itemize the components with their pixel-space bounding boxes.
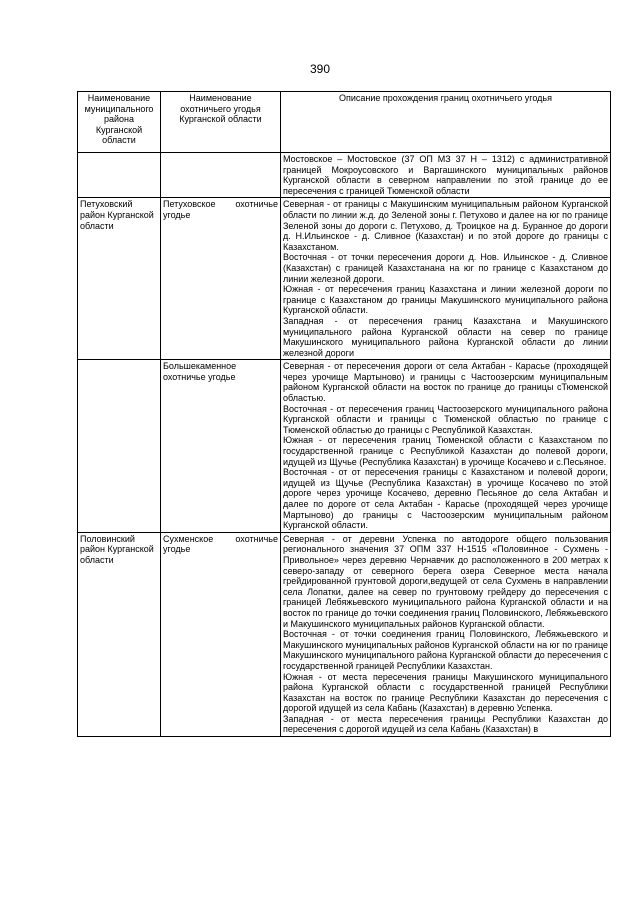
ground-cell: Сухменское охотничье угодье: [161, 532, 281, 736]
description-paragraph: Северная - от пересечения дороги от села Актабан - Карасье (проходящей через урочище Мартыново) и границы с Частоозерским муниципальным районом Курганской области на восток по границе до границы сТюменской областью.: [283, 361, 608, 404]
description-cell: [281, 360, 611, 533]
header-description: Описание прохождения границ охотничьего угодья: [281, 92, 611, 153]
table-row: [78, 153, 611, 198]
description-cell: [281, 532, 611, 736]
table-row: [78, 360, 611, 533]
description-paragraph: Восточная - от пересечения границ Частоозерского муниципального района Курганской области и границы с Тюменской областью по границе с Тюменской областью до границы с Республикой Казахстан.: [283, 403, 608, 435]
table-row: [78, 198, 611, 360]
description-paragraph: Северная - от деревни Успенка по автодороге общего пользования регионального значения 37 ОПМ 337 Н-1515 «Половинное - Сухмень - Привольное» через деревню Чернавчик до расположенного в 200 метрах к северо-западу от северного берега озера Северное места начала грейдированной грунтовой дороги,ведущей от села Сухмень в направлении села Лопатки, далее на север по грунтовому грейдеру до пересечения с границей Лебяжьевского муниципального района Курганской области и на восток по границе до точки соединения границ Половинского, Лебяжьевского и Макушинского муниципальных районов Курганской области.: [283, 533, 608, 629]
description-paragraph: Южная - от пересечения границ Тюменской области с Казахстаном по государственной границе с Республикой Казахстан до полевой дороги, идущей из Щучье (Республика Казахстан) в урочище Косачево и с.Песьяное.: [283, 435, 608, 467]
header-district: Наименование муниципального района Курганской области: [78, 92, 161, 153]
ground-cell: [161, 153, 281, 198]
hunting-grounds-table: [77, 91, 611, 737]
ground-cell: Петуховское охотничье угодье: [161, 198, 281, 360]
description-paragraph: Южная - от пересечения границ Казахстана и линии железной дороги по границе с Казахстаном до границы Макушинского муниципального района Курганской области.: [283, 284, 608, 316]
description-paragraph: Западная - от места пересечения границы Республики Казахстан до пересечения с дорогой идущей из села Кабань (Казахстан) в: [283, 713, 608, 735]
description-paragraph: Восточная - от точки соединения границ Половинского, Лебяжьевского и Макушинского муниципальных районов Курганской области на юг по границе Макушинского муниципального района Курганской области до пересечения с государственной границей Республики Казахстан.: [283, 629, 608, 671]
table-row: [78, 532, 611, 736]
description-paragraph: Западная - от пересечения границ Казахстана и Макушинского муниципального района Курганской области на север по границе Макушинского муниципального района Курганской области до линии железной дороги: [283, 315, 608, 358]
description-paragraph: Восточная - от точки пересечения дороги д. Нов. Ильинское - д. Сливное (Казахстан) с границей Казахстанана на юг по границе с Казахстаном до линии железной дороги.: [283, 252, 608, 284]
ground-cell: Большекаменное охотничье угодье: [161, 360, 281, 533]
district-cell: Петуховский район Курганской области: [78, 198, 161, 360]
page-number: 390: [309, 62, 331, 76]
description-cell: [281, 153, 611, 198]
table-header-row: [78, 92, 611, 153]
header-ground: Наименование охотничьего угодья Курганской области: [161, 92, 281, 153]
district-cell: Половинский район Курганской области: [78, 532, 161, 736]
description-paragraph: Северная - от границы с Макушинским муниципальным районом Курганской области по линии ж.д. до Зеленой зоны г. Петухово и далее на юг по границе Зеленой зоны до дороги с. Петухово, д. Троицкое на д. Буранное до дороги д. Н.Ильинское - д. Сливное (Казахстан) и по этой дороге до границы с Казахстаном.: [283, 199, 608, 252]
description-paragraph: Южная - от места пересечения границы Макушинского муниципального района Курганской области с государственной границей Республики Казахстан на восток по границе Республики Казахстан до пересечения с дорогой идущей из села Кабань (Казахстан) в деревню Успенка.: [283, 671, 608, 714]
district-cell: [78, 360, 161, 533]
description-paragraph: Восточная - от от пересечения границы с Казахстаном и полевой дороги, идущей из Щучье (Республика Казахстан) в урочище Косачево по этой дороге через урочище Косачево, деревню Песьяное до села Актабан и далее по дороге от села Актабан - Карасье (проходящей через урочище Мартыново) до границы с Частоозерским муниципальным районом Курганской области.: [283, 467, 608, 531]
description-cell: [281, 198, 611, 360]
description-paragraph: Мостовское – Мостовское (37 ОП МЗ 37 Н – 1312) с административной границей Мокроусовского и Варгашинского муниципальных районов Курганской области в северном направлении по этой границе до ее пересечения с границей Тюменской области: [283, 154, 608, 196]
district-cell: [78, 153, 161, 198]
